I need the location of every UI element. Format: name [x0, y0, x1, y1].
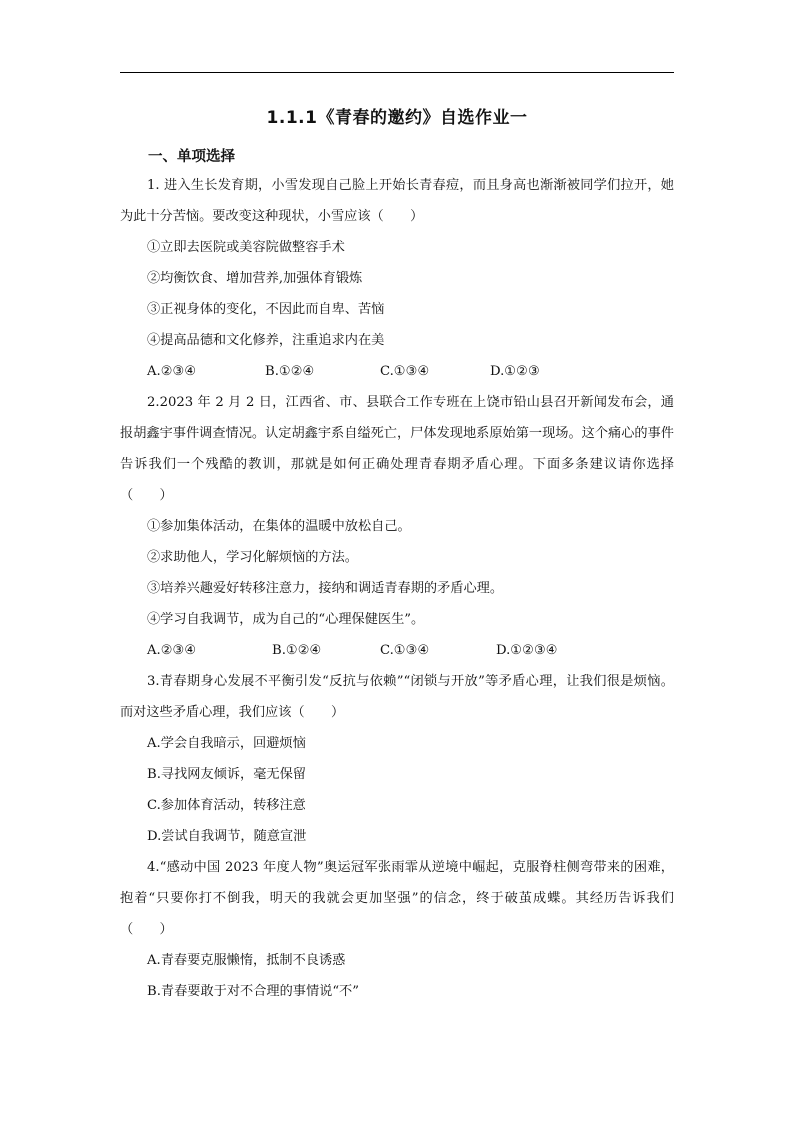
- question-list: [120, 170, 674, 1007]
- section-heading: 一、单项选择: [148, 149, 235, 165]
- option-b: B.①②④: [272, 643, 322, 658]
- question-1-stem: 1. 进入生长发育期，小雪发现自己脸上开始长青春痘，而且身高也渐渐被同学们拉开，她为此十分苦恼。要改变这种现状，小雪应该（ ）: [120, 178, 674, 224]
- option-b: B.①②④: [265, 364, 315, 379]
- option-c: C.①③④: [380, 364, 430, 379]
- question-4-option: A.青春要克服懒惰，抵制不良诱惑: [147, 953, 346, 968]
- question-2-item: ③培养兴趣爱好转移注意力，接纳和调适青春期的矛盾心理。: [147, 581, 504, 596]
- question-2-item: ②求助他人，学习化解烦恼的方法。: [147, 550, 358, 565]
- question-3-option: D.尝试自我调节，随意宣泄: [147, 829, 307, 844]
- question-2-stem: 2.2023 年 2 月 2 日，江西省、市、县联合工作专班在上饶市铅山县召开新闻发布会，通报胡鑫宇事件调查情况。认定胡鑫宇系自缢死亡，尸体发现地系原始第一现场。这个痛心的事件告诉我们一个残酷的教训，那就是如何正确处理青春期矛盾心理。下面多条建议请你选择（ ）: [120, 395, 674, 503]
- question-2-options: [120, 635, 674, 666]
- option-c: C.①③④: [380, 643, 430, 658]
- option-d: D.①②③: [490, 364, 540, 379]
- question-2-item: ④学习自我调节，成为自己的“心理保健医生”。: [147, 612, 425, 627]
- question-3-stem: 3.青春期身心发展不平衡引发“反抗与依赖”“闭锁与开放”等矛盾心理，让我们很是烦恼。而对这些矛盾心理，我们应该（ ）: [120, 674, 674, 720]
- header-rule: [120, 72, 674, 73]
- question-1-options: [120, 356, 674, 387]
- option-a: A.②③④: [147, 643, 197, 658]
- question-2-item: ①参加集体活动，在集体的温暖中放松自己。: [147, 519, 411, 534]
- question-1-item: ①立即去医院或美容院做整容手术: [147, 240, 345, 255]
- question-3-option: A.学会自我暗示，回避烦恼: [147, 736, 306, 751]
- question-3-option: B.寻找网友倾诉，毫无保留: [147, 767, 306, 782]
- question-1-item: ④提高品德和文化修养，注重追求内在美: [147, 333, 385, 348]
- option-d: D.①②③④: [496, 643, 558, 658]
- question-4-stem: 4.“感动中国 2023 年度人物”奥运冠军张雨霏从逆境中崛起，克服脊柱侧弯带来的困难，抱着“只要你打不倒我，明天的我就会更加坚强”的信念，终于破茧成蝶。其经历告诉我们（ ）: [120, 860, 674, 937]
- page-title: 1.1.1《青春的邀约》自选作业一: [266, 108, 528, 128]
- question-3-option: C.参加体育活动，转移注意: [147, 798, 306, 813]
- question-1-item: ②均衡饮食、增加营养,加强体育锻炼: [147, 271, 363, 286]
- option-a: A.②③④: [147, 364, 197, 379]
- question-4-option: B.青春要敢于对不合理的事情说“不”: [147, 984, 359, 999]
- question-1-item: ③正视身体的变化，不因此而自卑、苦恼: [147, 302, 385, 317]
